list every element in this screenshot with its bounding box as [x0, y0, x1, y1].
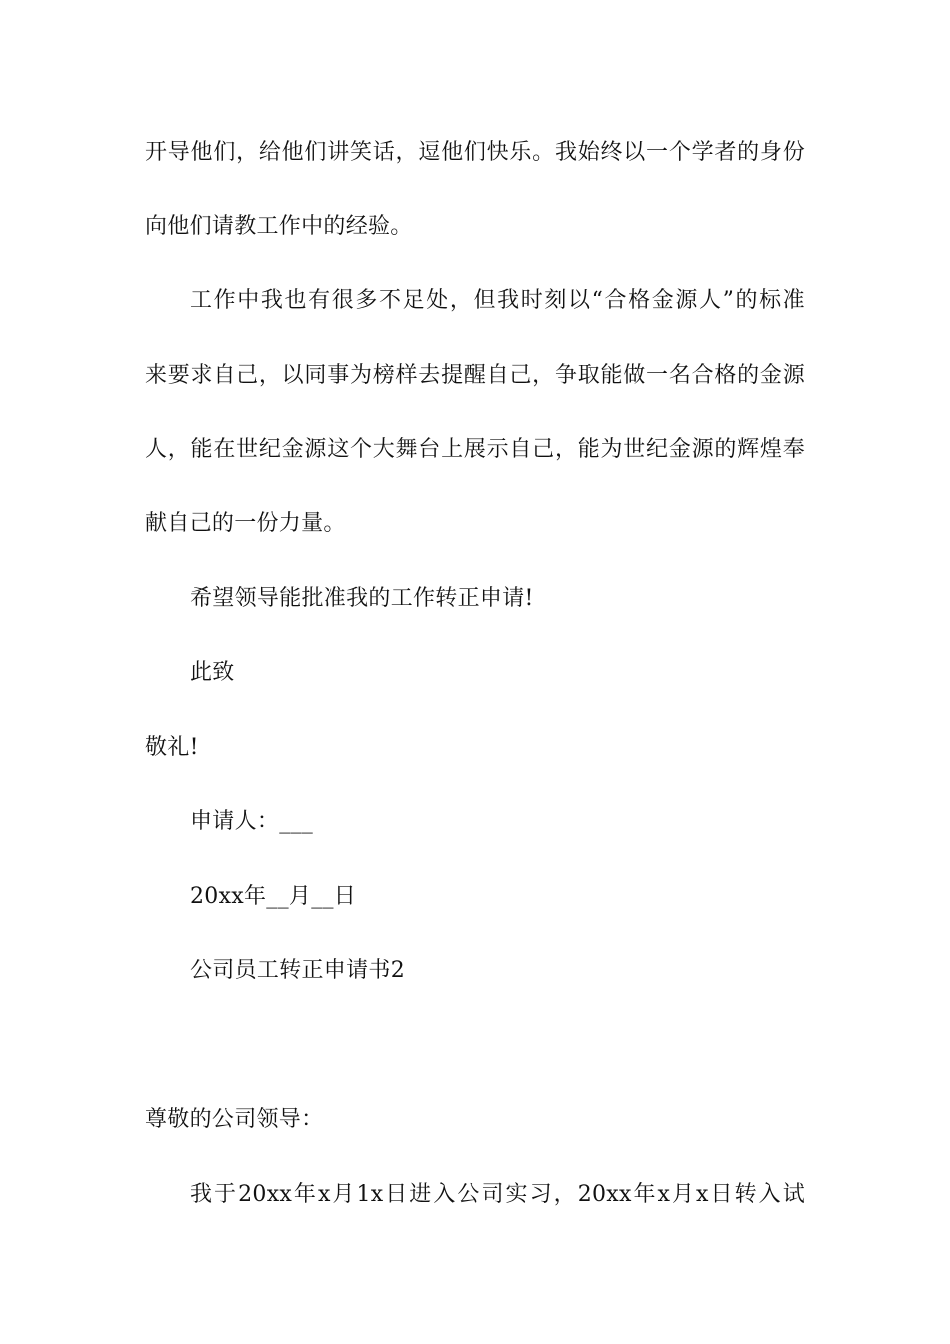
- paragraph-line: 献自己的一份力量。: [145, 511, 346, 536]
- request-line: 希望领导能批准我的工作转正申请!: [190, 586, 534, 611]
- closing-line: 此致: [190, 660, 235, 685]
- section-title: 公司员工转正申请书2: [190, 958, 405, 983]
- greeting-line: 尊敬的公司领导：: [145, 1107, 324, 1132]
- applicant-line: 申请人：___: [190, 809, 314, 834]
- date-line: 20xx年__月__日: [190, 884, 357, 909]
- paragraph-line: 开导他们，给他们讲笑话，逗他们快乐。我始终以一个学者的身份: [145, 140, 805, 165]
- paragraph-line: 来要求自己，以同事为榜样去提醒自己，争取能做一名合格的金源: [145, 363, 805, 388]
- paragraph-line: 我于20xx年x月1x日进入公司实习，20xx年x月x日转入试: [190, 1182, 805, 1207]
- paragraph-line: 工作中我也有很多不足处，但我时刻以“合格金源人”的标准: [190, 288, 805, 313]
- paragraph-line: 向他们请教工作中的经验。: [145, 214, 413, 239]
- salutation-line: 敬礼!: [145, 735, 199, 760]
- paragraph-line: 人，能在世纪金源这个大舞台上展示自己，能为世纪金源的辉煌奉: [145, 437, 805, 462]
